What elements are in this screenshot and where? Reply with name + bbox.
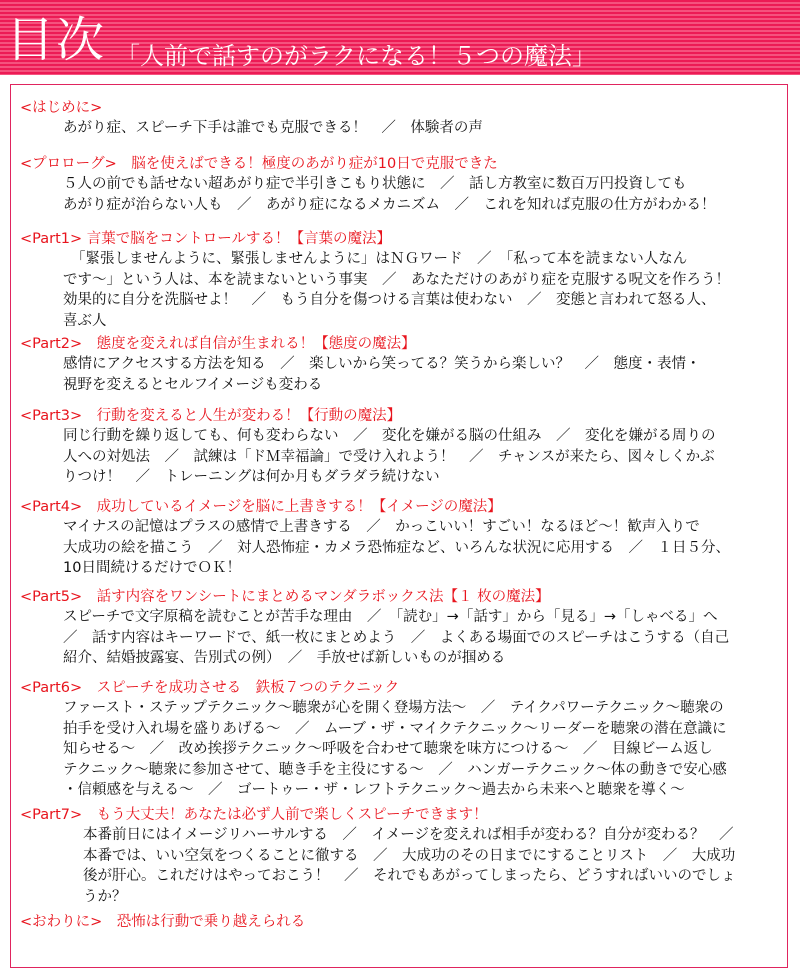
section-line: です〜」という人は、本を読まないという事実 ／ あなただけのあがり症を克服する呪文を作ろう！ <box>63 271 730 288</box>
section-line: マイナスの記憶はプラスの感情で上書きする ／ かっこいい！すごい！なるほど〜！歓声入りで <box>63 519 700 535</box>
section-line: 10日間続けるだけでＯＫ！ <box>63 560 241 576</box>
section-line: 本番では、いい空気をつくることに徹する ／ 大成功のその日までにすることリスト ／ 大成功 <box>83 847 736 864</box>
section-line: 喜ぶ人 <box>63 312 107 329</box>
section-line: 視野を変えるとセルフイメージも変わる <box>63 376 323 393</box>
section-line: 知らせる〜 ／ 改め挨拶テクニック〜呼吸を合わせて聴衆を味方につける〜 ／ 目線ビーム返し <box>63 741 713 757</box>
toc-section-introduction <box>20 98 780 139</box>
section-line: 感情にアクセスする方法を知る ／ 楽しいから笑ってる？笑うから楽しい？ ／ 態度・表情・ <box>63 356 701 372</box>
section-line: ５人の前でも話せない超あがり症で半引きこもり状態に ／ 話し方教室に数百万円投資しても <box>63 176 687 192</box>
section-line: 拍手を受け入れ場を盛りあげる〜 ／ ムーブ・ザ・マイクテクニック〜リーダーを聴衆の潜在意識に <box>63 720 727 737</box>
section-heading: <おわりに> 恐怖は行動で乗り越えられる <box>20 914 306 930</box>
section-line: あがり症、スピーチ下手は誰でも克服できる！ ／ 体験者の声 <box>63 120 483 136</box>
book-subtitle: 「人前で話すのがラクになる！５つの魔法」 <box>116 42 596 70</box>
section-heading: <Part6> スピーチを成功させる 鉄板７つのテクニック <box>20 680 400 696</box>
section-line: 紹介、結婚披露宴、告別式の例） ／ 手放せば新しいものが掴める <box>63 650 506 666</box>
section-heading: <Part5> 話す内容をワンシートにまとめるマンダラボックス法【１ 枚の魔法】 <box>20 589 550 605</box>
section-line: ／ 話す内容はキーワードで、紙一枚にまとめよう ／ よくある場面でのスピーチはこうする（自己 <box>63 629 730 646</box>
toc-section-part7 <box>20 805 780 907</box>
section-line: スピーチで文字原稿を読むことが苦手な理由 ／ 「読む」→「話す」から「見る」→「しゃべる」へ <box>63 609 718 625</box>
toc-section-part3 <box>20 406 780 488</box>
section-heading: <Part2> 態度を変えれば自信が生まれる！【態度の魔法】 <box>20 336 416 352</box>
section-line: 本番前日にはイメージリハーサルする ／ イメージを変えれば相手が変わる？自分が変わる？ ／ <box>83 827 734 843</box>
title-banner <box>0 0 800 75</box>
toc-section-afterword <box>20 912 780 932</box>
toc-section-part2 <box>20 334 780 395</box>
section-line: 効果的に自分を洗脳せよ！ ／ もう自分を傷つける言葉は使わない ／ 変態と言われて怒る人、 <box>63 292 716 308</box>
section-heading: <プロローグ> 脳を使えばできる！極度のあがり症が10日で克服できた <box>20 156 498 172</box>
section-line: 「緊張しませんように、緊張しませんように」はＮＧワード ／ 「私って本を読まない人なん <box>71 251 688 267</box>
toc-section-prologue <box>20 154 780 215</box>
section-line: ファースト・ステップテクニック〜聴衆が心を開く登場方法〜 ／ テイクパワーテクニック〜聴衆の <box>63 700 724 716</box>
section-line: 人への対処法 ／ 試練は「ドＭ幸福論」で受け入れよう！ ／ チャンスが来たら、図々しくかぶ <box>63 448 715 465</box>
toc-section-part4 <box>20 497 780 579</box>
section-line: あがり症が治らない人も ／ あがり症になるメカニズム ／ これを知れば克服の仕方がわかる！ <box>63 196 716 213</box>
toc-section-part1 <box>20 229 780 331</box>
section-line: ・信頼感を与える〜 ／ ゴートゥー・ザ・レフトテクニック〜過去から未来へと聴衆を導く〜 <box>63 782 685 798</box>
section-line: 大成功の絵を描こう ／ 対人恐怖症・カメラ恐怖症など、いろんな状況に応用する ／ １日５分、 <box>63 539 730 556</box>
toc-section-part6 <box>20 678 780 801</box>
section-line: テクニック〜聴衆に参加させて、聴き手を主役にする〜 ／ ハンガーテクニック〜体の動きで安心感 <box>63 761 727 778</box>
section-heading: <Part3> 行動を変えると人生が変わる！【行動の魔法】 <box>20 408 402 424</box>
section-line: りつけ！ ／ トレーニングは何か月もダラダラ続けない <box>63 469 440 485</box>
section-line: うか？ <box>83 888 127 905</box>
section-heading: <Part4> 成功しているイメージを脳に上書きする！【イメージの魔法】 <box>20 499 502 515</box>
section-heading: <Part7> もう大丈夫！あなたは必ず人前で楽しくスピーチできます！ <box>20 807 488 823</box>
section-line: 同じ行動を繰り返しても、何も変わらない ／ 変化を嫌がる脳の仕組み ／ 変化を嫌がる周りの <box>63 428 716 444</box>
section-heading: <はじめに> <box>20 100 103 116</box>
section-heading: <Part1> 言葉で脳をコントロールする！【言葉の魔法】 <box>20 231 391 247</box>
section-line: 後が肝心。これだけはやっておこう！ ／ それでもあがってしまったら、どうすればいいのでしょ <box>83 868 736 884</box>
toc-section-part5 <box>20 587 780 669</box>
page-title: 目次 <box>6 12 107 68</box>
